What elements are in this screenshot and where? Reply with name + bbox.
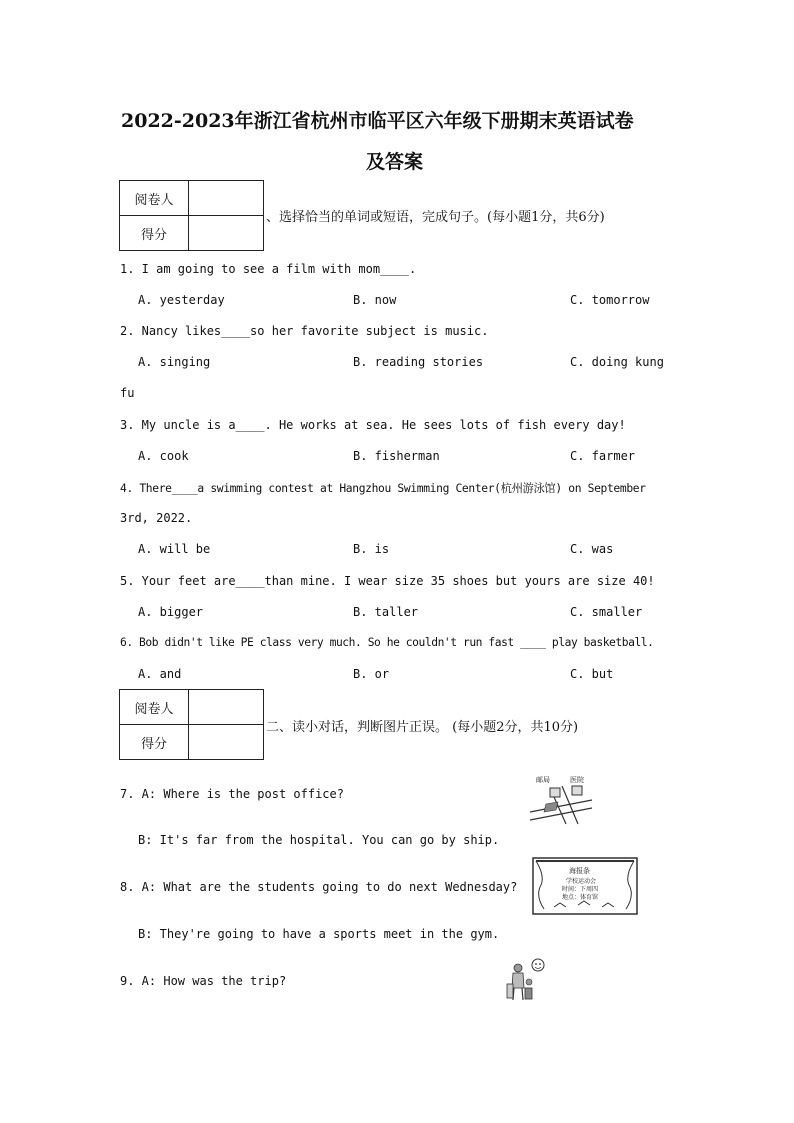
q2-option-c-continued: fu (120, 386, 135, 400)
question-4-continued: 3rd, 2022. (120, 511, 193, 525)
trip-picture (502, 956, 550, 1002)
question-1: 1. I am going to see a film with mom____. (120, 262, 417, 276)
dialog-7-a: 7. A: Where is the post office? (120, 787, 344, 801)
q2-option-a: A. singing (138, 355, 211, 369)
q6-option-a: A. and (138, 667, 182, 681)
q1-option-c: C. tomorrow (570, 293, 650, 307)
poster-time: 时间：下周四 (562, 886, 599, 893)
section1-heading: 、选择恰当的单词或短语，完成句子。(每小题1分，共6分) (266, 210, 605, 225)
q5-option-c: C. smaller (570, 605, 643, 619)
q1-option-a: A. yesterday (138, 293, 225, 307)
q4-option-c: C. was (570, 542, 614, 556)
hospital-label: 医院 (570, 776, 584, 784)
dialog-9-a: 9. A: How was the trip? (120, 974, 287, 988)
grader-label: 阅卷人 (120, 181, 189, 216)
score-label: 得分 (120, 725, 189, 760)
poster-place: 地点：体育馆 (562, 894, 599, 901)
question-4: 4. There____a swimming contest at Hangzhou Swimming Center(杭州游泳馆) on September (120, 482, 646, 495)
dialog-8-a: 8. A: What are the students going to do next Wednesday? (120, 880, 518, 894)
q4-option-a: A. will be (138, 542, 211, 556)
q2-option-b: B. reading stories (353, 355, 484, 369)
grader-cell (189, 181, 264, 216)
section2-heading: 二、读小对话，判断图片正误。 (每小题2分，共10分) (266, 720, 579, 735)
q5-option-b: B. taller (353, 605, 419, 619)
q3-option-a: A. cook (138, 449, 189, 463)
question-3: 3. My uncle is a____. He works at sea. He sees lots of fish every day! (120, 418, 626, 432)
poster-event: 学校运动会 (566, 878, 597, 885)
page-title: 2022-2023年浙江省杭州市临平区六年级下册期末英语试卷 (121, 110, 634, 132)
grader-cell (189, 690, 264, 725)
score-cell (189, 725, 264, 760)
dialog-7-b: B: It's far from the hospital. You can go by ship. (138, 833, 500, 847)
score-label: 得分 (120, 216, 189, 251)
q3-option-c: C. farmer (570, 449, 636, 463)
question-6: 6. Bob didn't like PE class very much. So he couldn't run fast ____ play basketball. (120, 636, 654, 649)
q4-option-b: B. is (353, 542, 390, 556)
score-box-2 (119, 689, 264, 760)
map-picture (528, 774, 594, 826)
score-cell (189, 216, 264, 251)
q2-option-c: C. doing kung (570, 355, 664, 369)
page-title-continued: 及答案 (366, 151, 424, 173)
poster-picture (532, 857, 638, 915)
grader-label: 阅卷人 (120, 690, 189, 725)
q5-option-a: A. bigger (138, 605, 204, 619)
q6-option-c: C. but (570, 667, 614, 681)
score-box-1 (119, 180, 264, 251)
question-5: 5. Your feet are____than mine. I wear size 35 shoes but yours are size 40! (120, 574, 655, 588)
post-office-label: 邮局 (536, 776, 550, 784)
q3-option-b: B. fisherman (353, 449, 440, 463)
q6-option-b: B. or (353, 667, 390, 681)
q1-option-b: B. now (353, 293, 397, 307)
poster-title: 海报条 (569, 867, 590, 875)
question-2: 2. Nancy likes____so her favorite subject is music. (120, 324, 489, 338)
dialog-8-b: B: They're going to have a sports meet in the gym. (138, 927, 500, 941)
